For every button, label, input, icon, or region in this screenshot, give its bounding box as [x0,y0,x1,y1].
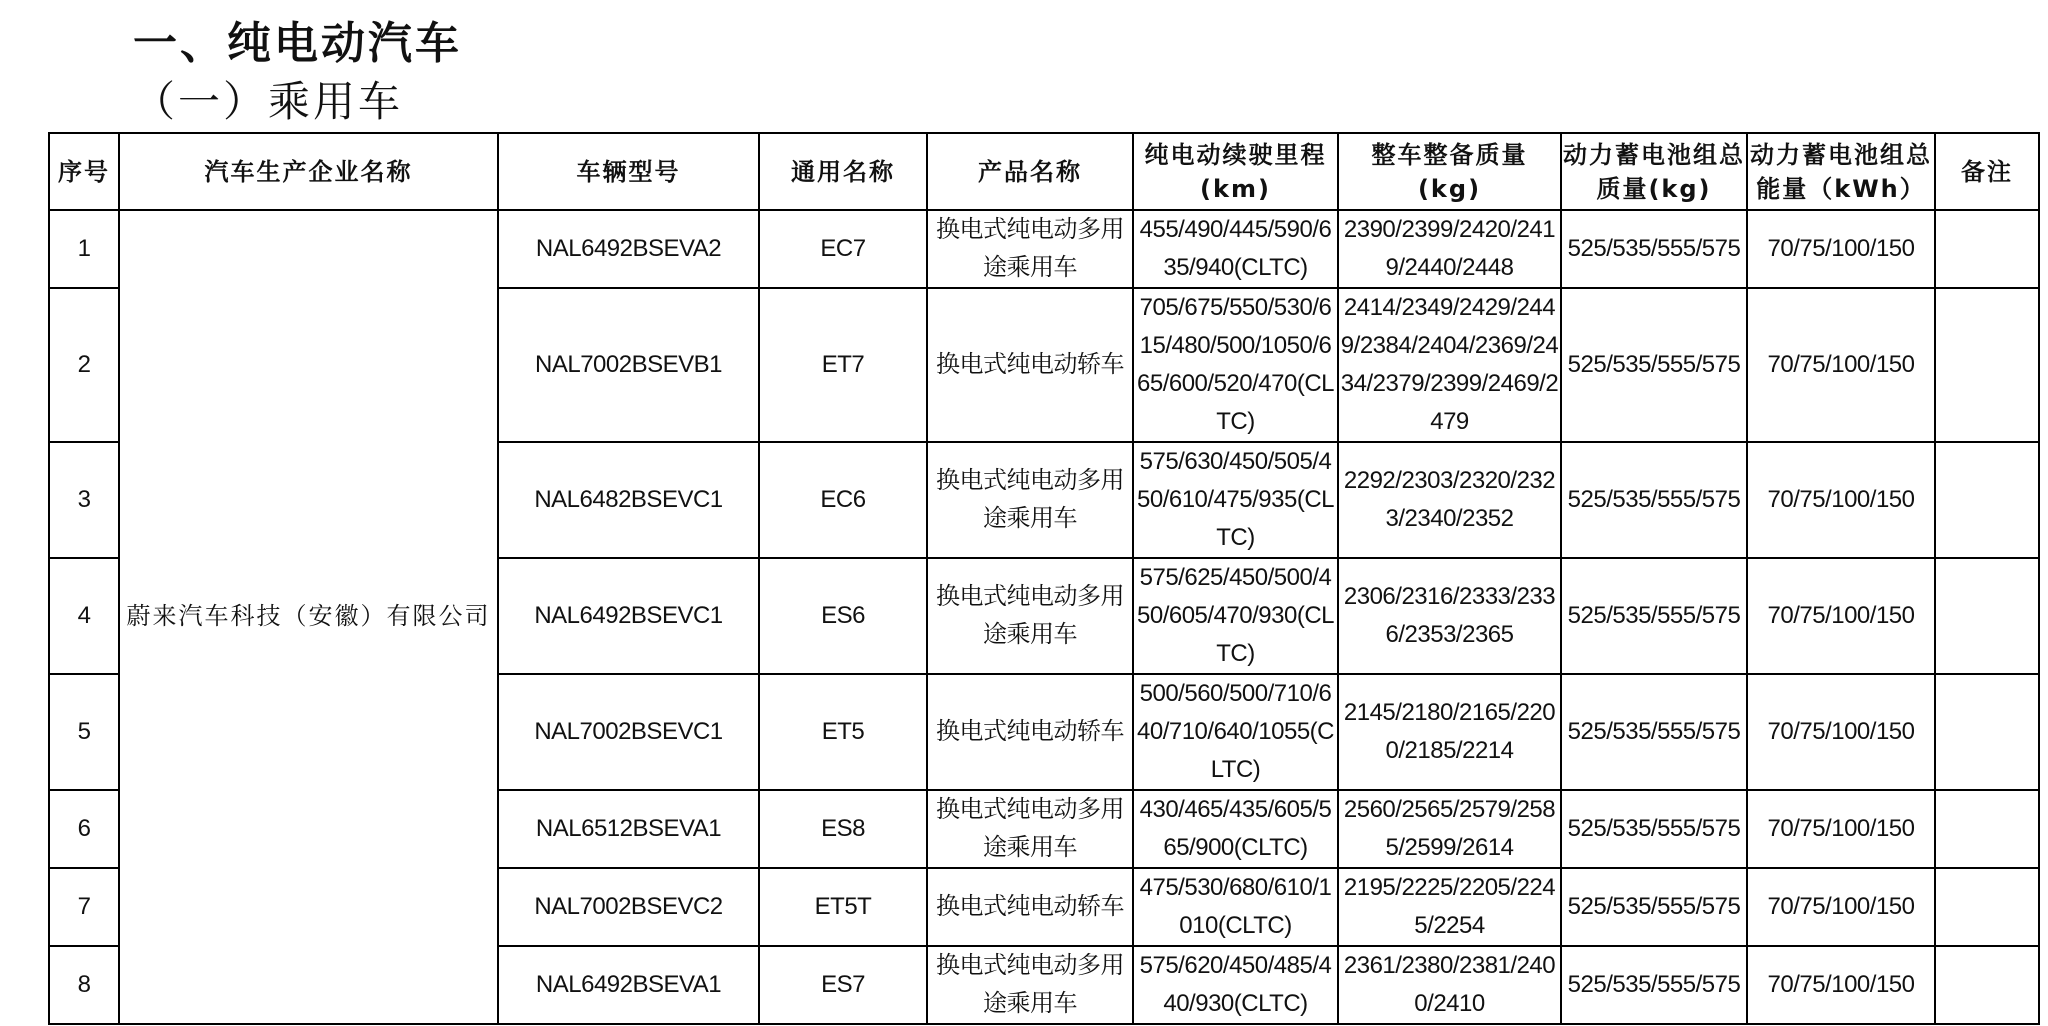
battery-energy-cell: 70/75/100/150 [1747,868,1935,946]
common-name-cell: EC7 [759,210,927,288]
header-battery-mass: 动力蓄电池组总质量(kg) [1561,133,1747,210]
common-name-cell: EC6 [759,442,927,558]
model-cell: NAL7002BSEVB1 [498,288,759,442]
vehicle-table [48,132,2040,1025]
common-name-cell: ET5 [759,674,927,790]
range-cell: 430/465/435/605/565/900(CLTC) [1133,790,1338,868]
remark-cell [1935,288,2039,442]
battery-energy-cell: 70/75/100/150 [1747,288,1935,442]
battery-mass-cell: 525/535/555/575 [1561,946,1747,1024]
curb-mass-cell: 2306/2316/2333/2336/2353/2365 [1338,558,1561,674]
seq-cell: 6 [49,790,119,868]
range-cell: 575/625/450/500/450/605/470/930(CLTC) [1133,558,1338,674]
header-model: 车辆型号 [498,133,759,210]
product-name-cell: 换电式纯电动多用途乘用车 [927,210,1133,288]
common-name-cell: ES8 [759,790,927,868]
battery-energy-cell: 70/75/100/150 [1747,210,1935,288]
battery-energy-cell: 70/75/100/150 [1747,946,1935,1024]
header-common-name: 通用名称 [759,133,927,210]
remark-cell [1935,946,2039,1024]
curb-mass-cell: 2390/2399/2420/2419/2440/2448 [1338,210,1561,288]
header-maker: 汽车生产企业名称 [119,133,498,210]
product-name-cell: 换电式纯电动多用途乘用车 [927,442,1133,558]
seq-cell: 3 [49,442,119,558]
header-curb-mass: 整车整备质量(kg) [1338,133,1561,210]
seq-cell: 2 [49,288,119,442]
battery-mass-cell: 525/535/555/575 [1561,442,1747,558]
battery-energy-cell: 70/75/100/150 [1747,558,1935,674]
seq-cell: 8 [49,946,119,1024]
seq-cell: 4 [49,558,119,674]
curb-mass-cell: 2292/2303/2320/2323/2340/2352 [1338,442,1561,558]
header-product-name: 产品名称 [927,133,1133,210]
remark-cell [1935,558,2039,674]
range-cell: 575/630/450/505/450/610/475/935(CLTC) [1133,442,1338,558]
curb-mass-cell: 2414/2349/2429/2449/2384/2404/2369/2434/2379/2399/2469/2479 [1338,288,1561,442]
battery-mass-cell: 525/535/555/575 [1561,288,1747,442]
common-name-cell: ET7 [759,288,927,442]
product-name-cell: 换电式纯电动多用途乘用车 [927,790,1133,868]
curb-mass-cell: 2195/2225/2205/2245/2254 [1338,868,1561,946]
header-battery-energy: 动力蓄电池组总能量（kWh） [1747,133,1935,210]
remark-cell [1935,442,2039,558]
header-seq: 序号 [49,133,119,210]
battery-mass-cell: 525/535/555/575 [1561,674,1747,790]
product-name-cell: 换电式纯电动多用途乘用车 [927,946,1133,1024]
range-cell: 455/490/445/590/635/940(CLTC) [1133,210,1338,288]
range-cell: 705/675/550/530/615/480/500/1050/665/600/520/470(CLTC) [1133,288,1338,442]
header-remark: 备注 [1935,133,2039,210]
battery-mass-cell: 525/535/555/575 [1561,210,1747,288]
table-row [49,210,2039,288]
model-cell: NAL7002BSEVC2 [498,868,759,946]
battery-energy-cell: 70/75/100/150 [1747,674,1935,790]
remark-cell [1935,868,2039,946]
seq-cell: 1 [49,210,119,288]
product-name-cell: 换电式纯电动多用途乘用车 [927,558,1133,674]
battery-energy-cell: 70/75/100/150 [1747,790,1935,868]
product-name-cell: 换电式纯电动轿车 [927,674,1133,790]
curb-mass-cell: 2145/2180/2165/2200/2185/2214 [1338,674,1561,790]
remark-cell [1935,674,2039,790]
model-cell: NAL7002BSEVC1 [498,674,759,790]
model-cell: NAL6482BSEVC1 [498,442,759,558]
curb-mass-cell: 2361/2380/2381/2400/2410 [1338,946,1561,1024]
range-cell: 500/560/500/710/640/710/640/1055(CLTC) [1133,674,1338,790]
section-heading: 一、纯电动汽车 [133,18,462,69]
model-cell: NAL6512BSEVA1 [498,790,759,868]
range-cell: 475/530/680/610/1010(CLTC) [1133,868,1338,946]
subsection-heading: （一）乘用车 [133,77,404,126]
model-cell: NAL6492BSEVA1 [498,946,759,1024]
common-name-cell: ET5T [759,868,927,946]
seq-cell: 5 [49,674,119,790]
range-cell: 575/620/450/485/440/930(CLTC) [1133,946,1338,1024]
common-name-cell: ES7 [759,946,927,1024]
battery-mass-cell: 525/535/555/575 [1561,868,1747,946]
common-name-cell: ES6 [759,558,927,674]
remark-cell [1935,210,2039,288]
product-name-cell: 换电式纯电动轿车 [927,288,1133,442]
header-range: 纯电动续驶里程(km) [1133,133,1338,210]
maker-cell: 蔚来汽车科技（安徽）有限公司 [119,210,498,1024]
seq-cell: 7 [49,868,119,946]
battery-energy-cell: 70/75/100/150 [1747,442,1935,558]
model-cell: NAL6492BSEVA2 [498,210,759,288]
remark-cell [1935,790,2039,868]
battery-mass-cell: 525/535/555/575 [1561,790,1747,868]
model-cell: NAL6492BSEVC1 [498,558,759,674]
battery-mass-cell: 525/535/555/575 [1561,558,1747,674]
curb-mass-cell: 2560/2565/2579/2585/2599/2614 [1338,790,1561,868]
header-row [49,133,2039,210]
product-name-cell: 换电式纯电动轿车 [927,868,1133,946]
